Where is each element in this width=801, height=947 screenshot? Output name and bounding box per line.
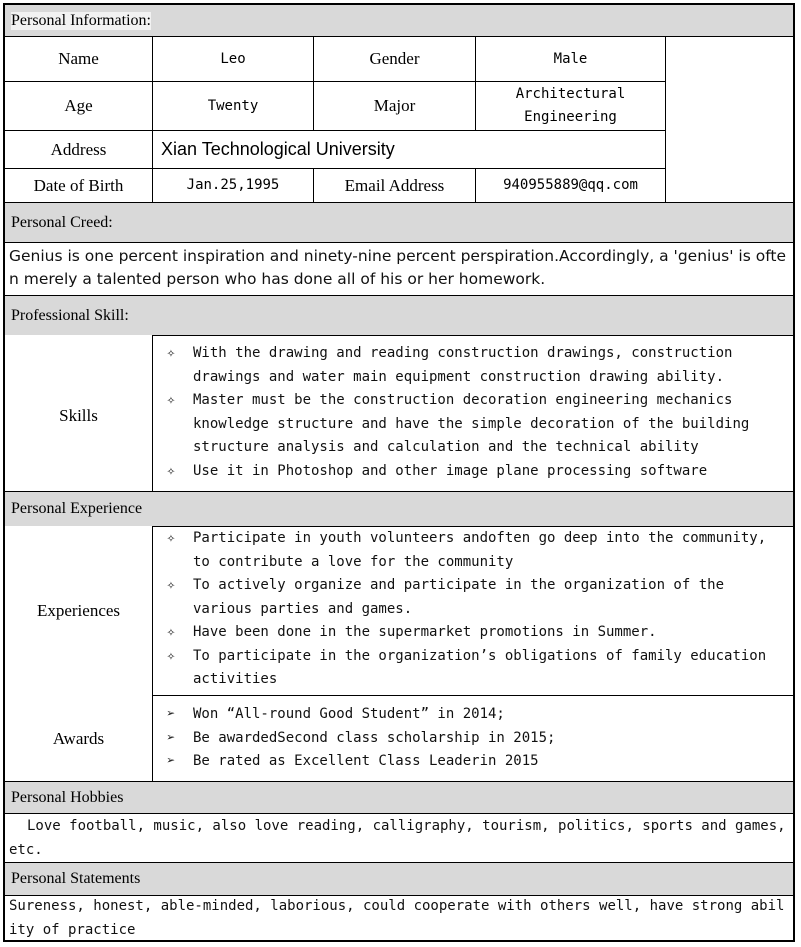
diamond-outline-icon: ✧ xyxy=(166,530,176,546)
experience-title: Personal Experience xyxy=(11,500,143,517)
diamond-outline-icon: ✧ xyxy=(166,345,176,361)
list-item: ➢ Be rated as Excellent Class Leaderin 2015 xyxy=(161,750,791,774)
list-item: ✧ Use it in Photoshop and other image plane processing software xyxy=(161,460,791,484)
statements-text: Sureness, honest, able-minded, laborious, could cooperate with others well, have strong ability of practice xyxy=(9,898,785,938)
major-value-line1: Architectural xyxy=(515,86,626,102)
hobbies-title: Personal Hobbies xyxy=(11,788,124,806)
list-item: ✧ Have been done in the supermarket promotions in Summer. xyxy=(161,621,791,645)
list-item: ✧ With the drawing and reading construction drawings, construction drawings and water main equipment construction drawing ability. xyxy=(161,342,791,389)
arrowhead-icon: ➢ xyxy=(166,706,176,722)
dob-value: Jan.25,1995 xyxy=(152,168,314,203)
list-item: ➢ Be awardedSecond class scholarship in 2015; xyxy=(161,727,791,751)
address-value xyxy=(152,130,666,169)
hobbies-text: Love football, music, also love reading, calligraphy, tourism, politics, sports and games, etc. xyxy=(9,818,786,858)
creed-header xyxy=(5,202,793,243)
skills-list xyxy=(161,342,791,483)
major-value xyxy=(475,81,666,131)
major-label: Major xyxy=(313,81,476,131)
arrowhead-icon: ➢ xyxy=(166,753,176,769)
diamond-outline-icon: ✧ xyxy=(166,624,176,640)
email-label: Email Address xyxy=(313,168,476,203)
name-value: Leo xyxy=(152,36,314,82)
list-item: ✧ To actively organize and participate in the organization of the various parties and games. xyxy=(161,574,791,621)
dob-label: Date of Birth xyxy=(5,168,153,203)
list-item: ✧ Participate in youth volunteers andoften go deep into the community, to contribute a love for the community xyxy=(161,527,791,574)
diamond-outline-icon: ✧ xyxy=(166,462,176,479)
resume-table xyxy=(3,3,795,942)
diamond-outline-icon: ✧ xyxy=(166,392,176,408)
arrowhead-icon: ➢ xyxy=(166,729,176,746)
age-value: Twenty xyxy=(152,81,314,131)
creed-title: Personal Creed: xyxy=(11,213,113,231)
skills-label: Skills xyxy=(5,335,153,496)
skills-title: Professional Skill: xyxy=(11,306,129,324)
address-value-text: Xian Technological University xyxy=(161,139,395,159)
major-value-line2: Engineering xyxy=(524,109,617,125)
creed-text: Genius is one percent inspiration and ninety-nine percent perspiration.Accordingly, a 'genius' is often merely a talented person who has done all of his or her homework. xyxy=(9,247,786,288)
address-label: Address xyxy=(5,130,153,169)
awards-label: Awards xyxy=(5,695,153,782)
list-item: ✧ Master must be the construction decoration engineering mechanics knowledge structure and have the simple decoration of the building structure analysis and calculation and the technical ability xyxy=(161,389,791,460)
statements-title: Personal Statements xyxy=(11,870,141,887)
age-label: Age xyxy=(5,81,153,131)
experiences-label: Experiences xyxy=(5,526,153,696)
awards-list xyxy=(161,703,791,774)
name-label: Name xyxy=(5,36,153,82)
diamond-outline-icon: ✧ xyxy=(166,577,176,593)
gender-value: Male xyxy=(475,36,666,82)
personal-info-header xyxy=(5,5,793,37)
statements-header xyxy=(5,862,793,896)
list-item: ➢ Won “All-round Good Student” in 2014; xyxy=(161,703,791,727)
hobbies-header xyxy=(5,781,793,814)
experience-header xyxy=(5,491,793,527)
personal-info-title: Personal Information: xyxy=(11,11,151,29)
skills-header xyxy=(5,295,793,336)
list-item: ✧ To participate in the organization’s obligations of family education activities xyxy=(161,645,791,692)
gender-label: Gender xyxy=(313,36,476,82)
email-value: 940955889@qq.com xyxy=(475,168,666,203)
diamond-outline-icon: ✧ xyxy=(166,647,176,664)
experience-list xyxy=(161,527,791,692)
